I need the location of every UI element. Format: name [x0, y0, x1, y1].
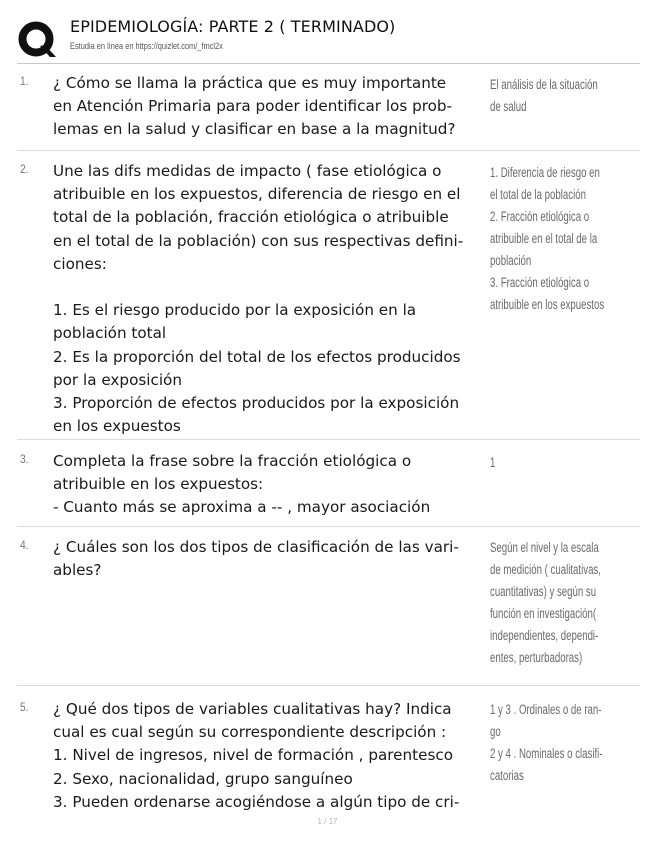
definition-line: función en investigación(	[490, 606, 597, 621]
definition-line: entes, perturbadoras)	[490, 650, 583, 665]
term-line: cual es cual según su correspondiente descripción :	[53, 723, 447, 742]
definition-line: el total de la población	[490, 187, 586, 202]
card-definition	[490, 537, 634, 669]
term-line: ¿ Cuáles son los dos tipos de clasificación de las vari-	[53, 538, 459, 556]
card-number: 3.	[20, 452, 29, 466]
term-line: ¿ Cómo se llama la práctica que es muy importante	[53, 74, 447, 92]
definition-line: 1	[490, 455, 496, 470]
definition-line: 1. Diferencia de riesgo en	[490, 165, 600, 180]
card-number: 4.	[20, 538, 29, 552]
card-number: 5.	[20, 700, 29, 714]
flashcard	[17, 150, 640, 439]
term-line: ciones:	[53, 254, 107, 273]
term-line: en el total de la población) con sus respectivas defini-	[53, 231, 464, 250]
card-number: 2.	[20, 162, 29, 176]
term-line: 2. Sexo, nacionalidad, grupo sanguíneo	[53, 769, 353, 788]
term-line: 3. Proporción de efectos producidos por la exposición	[53, 394, 460, 413]
term-line: atribuible en los expuestos, diferencia de riesgo en el	[53, 185, 461, 204]
flashcard	[17, 63, 640, 150]
definition-line: de medición ( cualitativas,	[490, 562, 601, 577]
set-study-url[interactable]: Estudia en línea en https://quizlet.com/_fmcl2x	[70, 41, 223, 52]
term-line: ¿ Qué dos tipos de variables cualitativas hay? Indica	[53, 700, 452, 718]
flashcard	[17, 685, 640, 826]
definition-line: atribuible en los expuestos	[490, 297, 605, 312]
definition-line: independientes, dependi-	[490, 628, 599, 643]
definition-line: 2 y 4 . Nominales o clasifi-	[490, 746, 603, 761]
term-line: 2. Es la proporción del total de los efectos producidos	[53, 347, 461, 366]
term-line: Completa la frase sobre la fracción etiológica o	[53, 452, 412, 470]
card-term	[53, 450, 489, 520]
term-line: - Cuanto más se aproxima a -- , mayor asociación	[53, 498, 431, 517]
card-definition	[490, 452, 634, 474]
definition-line: población	[490, 253, 532, 268]
quizlet-q-logo-icon	[17, 20, 57, 60]
definition-line: de salud	[490, 99, 527, 114]
term-line: 1. Nivel de ingresos, nivel de formación , parentesco	[53, 746, 454, 765]
card-definition	[490, 699, 634, 787]
definition-line: 2. Fracción etiológica o	[490, 209, 590, 224]
term-line: 3. Pueden ordenarse acogiéndose a algún tipo de cri-	[53, 792, 460, 811]
term-line: población total	[53, 324, 167, 343]
definition-line: atribuible en el total de la	[490, 231, 598, 246]
flashcard	[17, 439, 640, 526]
set-title: EPIDEMIOLOGÍA: PARTE 2 ( TERMINADO)	[70, 17, 396, 36]
card-definition	[490, 162, 634, 316]
card-definition	[490, 74, 634, 118]
definition-line: 3. Fracción etiológica o	[490, 275, 590, 290]
definition-line: Según el nivel y la escala	[490, 540, 599, 555]
card-term	[53, 160, 489, 438]
definition-line: cuantitativas) y según su	[490, 584, 597, 599]
term-line: Une las difs medidas de impacto ( fase etiológica o	[53, 162, 442, 180]
term-line: total de la población, fracción etiológica o atribuible	[53, 208, 449, 227]
term-line: en los expuestos	[53, 417, 181, 436]
definition-line: catorias	[490, 768, 524, 783]
flashcard	[17, 526, 640, 685]
term-line: por la exposición	[53, 370, 182, 389]
page-header	[17, 16, 637, 60]
card-number: 1.	[20, 74, 29, 88]
card-term	[53, 536, 489, 582]
definition-line: El análisis de la situación	[490, 77, 598, 92]
definition-line: go	[490, 724, 501, 739]
term-line: 1. Es el riesgo producido por la exposición en la	[53, 301, 417, 320]
term-line: atribuible en los expuestos:	[53, 475, 264, 494]
page-indicator: 1 / 17	[317, 817, 338, 826]
flashcard-list	[17, 63, 640, 826]
card-term	[53, 698, 489, 814]
term-line	[53, 276, 489, 299]
term-line: ables?	[53, 561, 102, 580]
term-line: en Atención Primaria para poder identificar los prob-	[53, 97, 453, 116]
card-term	[53, 72, 489, 142]
definition-line: 1 y 3 . Ordinales o de ran-	[490, 702, 602, 717]
term-line: lemas en la salud y clasificar en base a la magnitud?	[53, 120, 456, 139]
